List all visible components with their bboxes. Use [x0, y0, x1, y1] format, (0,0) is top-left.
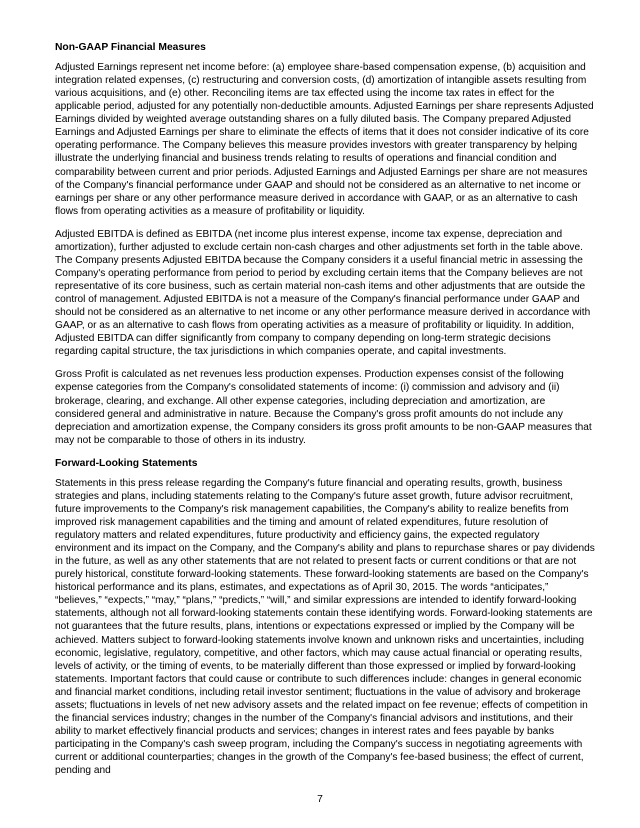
forward-looking-section — [55, 457, 595, 777]
paragraph-adjusted-ebitda: Adjusted EBITDA is defined as EBITDA (net income plus interest expense, income tax expense, depreciation and amortization), further adjusted to exclude certain non-cash charges and other adjustments set forth in the table above. The Company presents Adjusted EBITDA because the Company considers it a useful financial metric in assessing the Company's operating performance from period to period by excluding certain items that the Company believes are not representative of its core business, such as certain material non-cash items and other adjustments that are outside the control of management. Adjusted EBITDA is not a measure of the Company's financial performance under GAAP and should not be considered as an alternative to net income or any other performance measure derived in accordance with GAAP, or as an alternative to cash flows from operating activities as a measure of profitability or liquidity. In addition, Adjusted EBITDA can differ significantly from company to company depending on long-term strategic decisions regarding capital structure, the tax jurisdictions in which companies operate, and capital investments. — [55, 228, 591, 358]
paragraph-adjusted-earnings: Adjusted Earnings represent net income before: (a) employee share-based compensation expense, (b) acquisition and integration related expenses, (c) restructuring and conversion costs, (d) amortization of intangible assets resulting from various acquisitions, and (e) other. Reconciling items are tax effected using the income tax rates in effect for the applicable period, adjusted for any potentially non-deductible amounts. Adjusted Earnings per share represents Adjusted Earnings divided by weighted average outstanding shares on a fully diluted basis. The Company prepared Adjusted Earnings and Adjusted Earnings per share to eliminate the effects of items that it does not consider indicative of its core operating performance. The Company believes this measure provides investors with greater transparency by helping illustrate the underlying financial and business trends relating to results of operations and financial condition and comparability between current and prior periods. Adjusted Earnings and Adjusted Earnings per share are not measures of the Company's financial performance under GAAP and should not be considered as an alternative to net income or earnings per share or any other performance measure derived in accordance with GAAP, or as an alternative to cash flows from operating activities as a measure of profitability or liquidity. — [55, 62, 594, 217]
non-gaap-section — [55, 41, 595, 447]
section-heading: Non-GAAP Financial Measures — [55, 42, 206, 53]
page-number: 7 — [317, 794, 323, 805]
paragraph-forward-looking: Statements in this press release regarding the Company's future financial and operating results, growth, business strategies and plans, including statements relating to the Company's future asset growth, future advisor recruitment, future improvements to the Company's risk management capabilities, the Company's ability to realize benefits from improved risk management capabilities and the timing and amount of related expenditures, future resolution of regulatory matters and related expenditures, future productivity and efficiency gains, the expected regulatory environment and its impact on the Company, and the Company's ability and plans to repurchase shares or pay dividends in the future, as well as any other statements that are not related to present facts or current conditions or that are not purely historical, constitute forward-looking statements. These forward-looking statements are based on the Company's historical performance and its plans, estimates, and expectations as of April 30, 2015. The words “anticipates,” “believes,” “expects,” “may,” “plans,” “predicts,” “will,” and similar expressions are intended to identify forward-looking statements, although not all forward-looking statements contain these identifying words. Forward-looking statements are not guarantees that the future results, plans, intentions or expectations expressed or implied by the Company will be achieved. Matters subject to forward-looking statements involve known and unknown risks and uncertainties, including economic, legislative, regulatory, competitive, and other factors, which may cause actual financial or operating results, levels of activity, or the timing of events, to be materially different than those expressed or implied by forward-looking statements. Important factors that could cause or contribute to such differences include: changes in general economic and financial market conditions, including retail investor sentiment; fluctuations in the value of advisory and brokerage assets; fluctuations in levels of net new advisory assets and the related impact on fee revenue; effects of competition in the financial services industry; changes in the number of the Company's financial advisors and institutions, and their ability to market effectively financial products and services; changes in interest rates and fees payable by banks participating in the Company's cash sweep program, including the Company's success in negotiating agreements with current or additional counterparties; changes in the growth of the Company's fee-based business; the effect of current, pending and — [55, 477, 595, 777]
paragraph-gross-profit: Gross Profit is calculated as net revenues less production expenses. Production expenses consist of the following expense categories from the Company's consolidated statements of income: (i) commission and advisory and (ii) brokerage, clearing, and exchange. All other expense categories, including depreciation and amortization, are considered general and administrative in nature. Because the Company's gross profit amounts do not include any depreciation and amortization expense, the Company considers its gross profit amounts to be non-GAAP measures that may not be comparable to those of others in its industry. — [55, 369, 592, 446]
section-heading: Forward-Looking Statements — [55, 457, 198, 469]
document-page — [55, 41, 595, 787]
